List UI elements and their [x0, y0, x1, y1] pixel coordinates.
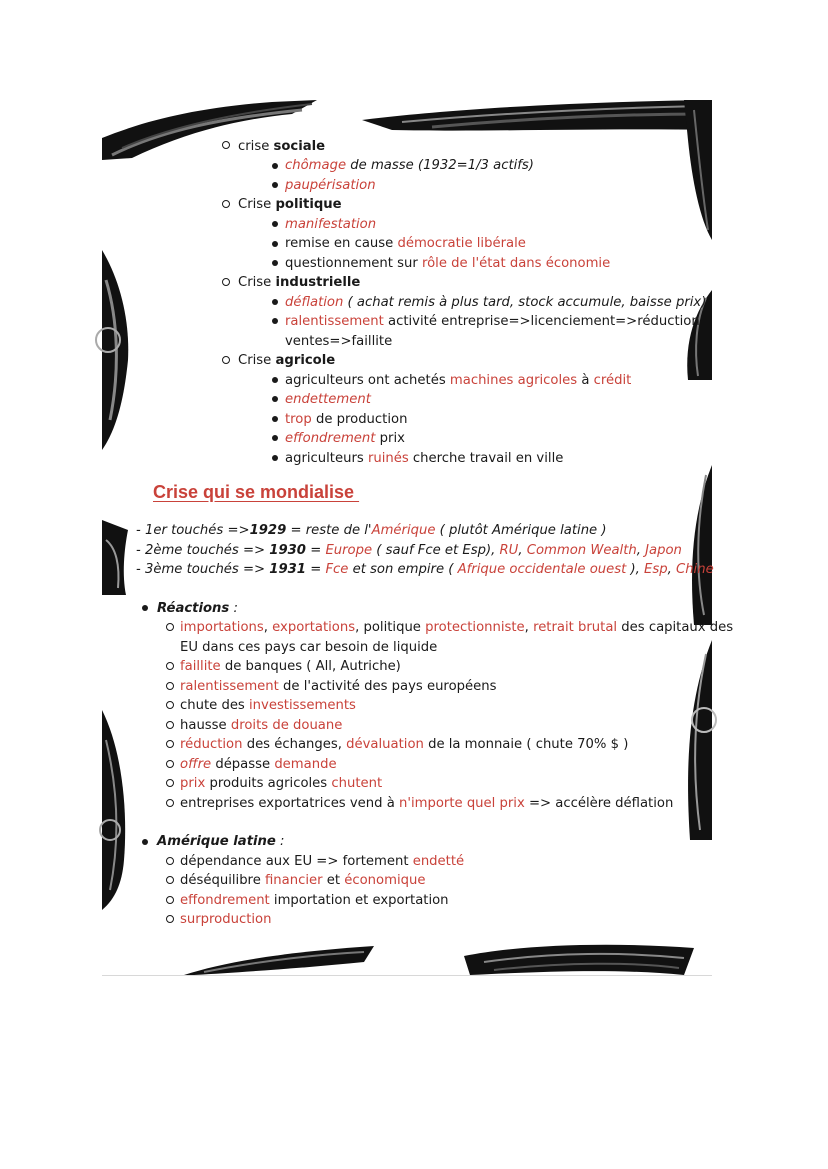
hollow-bullet-icon: [166, 779, 174, 787]
amerique-heading: Amérique latine :: [157, 834, 285, 849]
list-item: offre dépasse demande: [180, 757, 337, 772]
crise-politique-label: Crise politique: [238, 197, 342, 212]
list-item: effondrement prix: [285, 431, 405, 446]
hollow-bullet-icon: [166, 876, 174, 884]
bullet-icon: [272, 396, 278, 402]
list-item: chute des investissements: [180, 698, 356, 713]
hollow-bullet-icon: [166, 721, 174, 729]
list-item: hausse droits de douane: [180, 718, 343, 733]
bullet-icon: [272, 241, 278, 247]
bullet-icon: [272, 416, 278, 422]
list-item: prix produits agricoles chutent: [180, 776, 383, 791]
hollow-bullet-icon: [166, 896, 174, 904]
bullet-icon: [272, 435, 278, 441]
reactions-heading: Réactions :: [157, 601, 238, 616]
bullet-icon: [272, 260, 278, 266]
bullet-icon: [272, 163, 278, 169]
hollow-bullet-icon: [166, 701, 174, 709]
section-heading: Crise qui se mondialise: [153, 482, 360, 502]
hollow-bullet-icon: [166, 682, 174, 690]
list-item: surproduction: [180, 912, 272, 927]
list-item: faillite de banques ( All, Autriche): [180, 659, 401, 674]
list-item-continuation: EU dans ces pays car besoin de liquide: [180, 640, 438, 655]
bullet-icon: [272, 455, 278, 461]
list-item: questionnement sur rôle de l'état dans économie: [285, 256, 611, 271]
hollow-bullet-icon: [166, 760, 174, 768]
hollow-bullet-icon: [166, 799, 174, 807]
list-item: paupérisation: [285, 178, 376, 193]
list-item: entreprises exportatrices vend à n'importe quel prix => accélère déflation: [180, 796, 674, 811]
bullet-icon: [272, 299, 278, 305]
hollow-bullet-icon: [166, 857, 174, 865]
document-page: [102, 100, 734, 976]
notes-content: [102, 100, 734, 975]
list-item: importations, exportations, politique protectionniste, retrait brutal des capitaux des: [180, 620, 734, 635]
list-item: ralentissement activité entreprise=>licenciement=>réduction: [285, 314, 700, 329]
list-item: effondrement importation et exportation: [180, 893, 449, 908]
bullet-icon: [272, 221, 278, 227]
bullet-icon: [142, 605, 148, 611]
list-item: trop de production: [285, 412, 408, 427]
list-item: ralentissement de l'activité des pays européens: [180, 679, 497, 694]
bullet-icon: [142, 839, 148, 845]
hollow-bullet-icon: [166, 915, 174, 923]
hollow-bullet-icon: [222, 200, 230, 208]
list-item: chômage de masse (1932=1/3 actifs): [285, 158, 534, 173]
list-item: endettement: [285, 392, 371, 407]
wave-line: - 2ème touchés => 1930 = Europe ( sauf Fce et Esp), RU, Common Wealth, Japon: [136, 543, 682, 558]
list-item: réduction des échanges, dévaluation de la monnaie ( chute 70% $ ): [180, 737, 629, 752]
bullet-icon: [272, 182, 278, 188]
hollow-bullet-icon: [166, 623, 174, 631]
hollow-bullet-icon: [222, 356, 230, 364]
hollow-bullet-icon: [222, 278, 230, 286]
list-item: agriculteurs ruinés cherche travail en ville: [285, 451, 564, 466]
hollow-bullet-icon: [166, 740, 174, 748]
list-item-continuation: ventes=>faillite: [285, 334, 393, 349]
list-item: déséquilibre financier et économique: [180, 873, 426, 888]
list-item: déflation ( achat remis à plus tard, stock accumule, baisse prix): [285, 295, 707, 310]
crise-sociale-label: crise sociale: [238, 139, 326, 154]
list-item: manifestation: [285, 217, 377, 232]
crise-agricole-label: Crise agricole: [238, 353, 336, 368]
hollow-bullet-icon: [166, 662, 174, 670]
list-item: agriculteurs ont achetés machines agricoles à crédit: [285, 373, 632, 388]
hollow-bullet-icon: [222, 141, 230, 149]
wave-line: - 3ème touchés => 1931 = Fce et son empire ( Afrique occidentale ouest ), Esp, Chine: [136, 562, 714, 577]
list-item: remise en cause démocratie libérale: [285, 236, 526, 251]
wave-line: - 1er touchés =>1929 = reste de l'Amérique ( plutôt Amérique latine ): [136, 523, 607, 538]
list-item: dépendance aux EU => fortement endetté: [180, 854, 465, 869]
bullet-icon: [272, 318, 278, 324]
bullet-icon: [272, 377, 278, 383]
crise-industrielle-label: Crise industrielle: [238, 275, 361, 290]
